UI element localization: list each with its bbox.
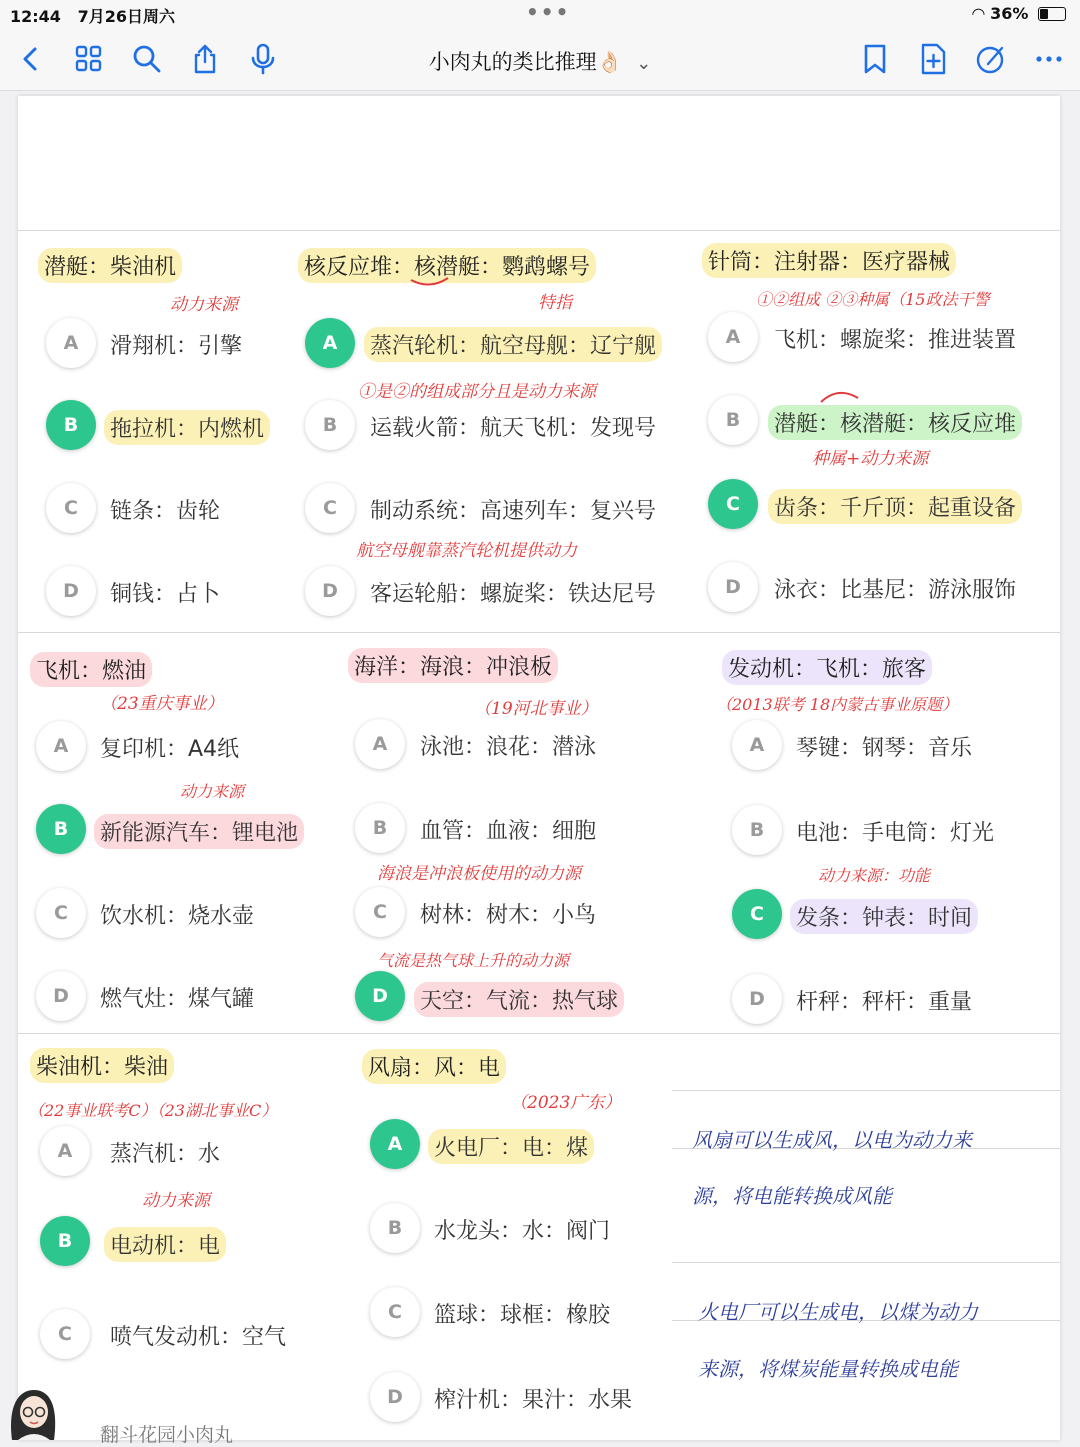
q2-option-c-badge[interactable]: C bbox=[305, 483, 355, 533]
q4-option-d-badge[interactable]: D bbox=[36, 971, 86, 1021]
q1-option-c-badge[interactable]: C bbox=[46, 483, 96, 533]
q7-option-c-badge[interactable]: C bbox=[40, 1309, 90, 1359]
q5-option-b-badge[interactable]: B bbox=[355, 803, 405, 853]
q1-option-a-badge[interactable]: A bbox=[46, 318, 96, 368]
q1-option-a[interactable]: 滑翔机：引擎 bbox=[110, 334, 243, 359]
q3-option-a[interactable]: 飞机：螺旋桨：推进装置 bbox=[774, 328, 1017, 353]
q4-stem: 飞机：燃油 bbox=[30, 652, 152, 687]
multitask-dots[interactable]: ••• bbox=[526, 0, 571, 24]
avatar-sticker bbox=[4, 1380, 62, 1440]
q3-option-d-badge[interactable]: D bbox=[708, 562, 758, 612]
divider bbox=[672, 1090, 1060, 1091]
q2-option-b-badge[interactable]: B bbox=[305, 400, 355, 450]
explain-line-4: 来源，将煤炭能量转换成电能 bbox=[698, 1357, 958, 1381]
q2-option-a-badge[interactable]: A bbox=[305, 318, 355, 368]
q7-stem: 柴油机：柴油 bbox=[30, 1048, 174, 1083]
q1-stem: 潜艇：柴油机 bbox=[38, 248, 182, 283]
q5-option-b[interactable]: 血管：血液：细胞 bbox=[420, 819, 597, 844]
explain-line-3: 火电厂可以生成电，以煤为动力 bbox=[698, 1300, 978, 1324]
q3-option-a-badge[interactable]: A bbox=[708, 312, 758, 362]
q4-option-d[interactable]: 燃气灶：煤气罐 bbox=[100, 987, 255, 1012]
q7-option-b[interactable]: 电动机：电 bbox=[104, 1227, 226, 1262]
q2-option-b[interactable]: 运载火箭：航天飞机：发现号 bbox=[370, 416, 657, 441]
q8-option-a-badge[interactable]: A bbox=[370, 1119, 420, 1169]
wifi-icon: ◠ bbox=[972, 4, 985, 23]
q5-note-3: 气流是热气球上升的动力源 bbox=[377, 951, 570, 970]
q4-option-b-badge[interactable]: B bbox=[36, 804, 86, 854]
q4-option-c-badge[interactable]: C bbox=[36, 888, 86, 938]
q2-note-2: ①是②的组成部分且是动力来源 bbox=[358, 382, 596, 402]
q4-note-1: （23重庆事业） bbox=[100, 694, 224, 714]
q2-note-1: 特指 bbox=[538, 293, 572, 313]
q1-option-b-badge[interactable]: B bbox=[46, 400, 96, 450]
q3-option-b-badge[interactable]: B bbox=[708, 395, 758, 445]
divider bbox=[18, 230, 1060, 231]
q3-option-c-badge[interactable]: C bbox=[708, 479, 758, 529]
q3-note-2: 种属+动力来源 bbox=[812, 449, 929, 469]
q4-option-a-badge[interactable]: A bbox=[36, 721, 86, 771]
q6-note-2: 动力来源：功能 bbox=[818, 866, 931, 885]
q8-option-d-badge[interactable]: D bbox=[370, 1372, 420, 1422]
q3-option-c[interactable]: 齿条：千斤顶：起重设备 bbox=[768, 489, 1022, 524]
q4-note-2: 动力来源 bbox=[180, 782, 245, 801]
q2-option-d-badge[interactable]: D bbox=[305, 566, 355, 616]
q6-option-c-badge[interactable]: C bbox=[732, 889, 782, 939]
q6-option-d-badge[interactable]: D bbox=[732, 974, 782, 1024]
q3-note-1: ①②组成 ②③种属（15政法干警 bbox=[756, 290, 990, 309]
q5-option-d-badge[interactable]: D bbox=[355, 971, 405, 1021]
q2-arrow-mark bbox=[408, 274, 452, 290]
q4-option-a[interactable]: 复印机：A4纸 bbox=[100, 737, 240, 762]
q8-option-c-badge[interactable]: C bbox=[370, 1287, 420, 1337]
q2-note-3: 航空母舰靠蒸汽轮机提供动力 bbox=[356, 541, 577, 561]
q8-option-a[interactable]: 火电厂：电：煤 bbox=[428, 1129, 594, 1164]
status-bar bbox=[0, 0, 1080, 28]
q2-option-a[interactable]: 蒸汽轮机：航空母舰：辽宁舰 bbox=[364, 327, 662, 362]
q3-stem: 针筒：注射器：医疗器械 bbox=[702, 243, 956, 278]
q6-note-1: （2013联考 18内蒙古事业原题） bbox=[716, 695, 959, 714]
q1-note: 动力来源 bbox=[170, 295, 238, 315]
watermark-text: 翻斗花园小肉丸 bbox=[100, 1424, 234, 1446]
chevron-down-icon[interactable]: ⌄ bbox=[636, 53, 652, 74]
annotate-icon[interactable] bbox=[974, 42, 1008, 76]
q8-option-d[interactable]: 榨汁机：果汁：水果 bbox=[434, 1388, 633, 1413]
document-title[interactable]: 小肉丸的类比推理👌🏻 ⌄ bbox=[428, 50, 652, 74]
q1-option-d[interactable]: 铜钱：占卜 bbox=[110, 582, 221, 607]
q5-option-d[interactable]: 天空：气流：热气球 bbox=[414, 982, 624, 1017]
q5-stem: 海洋：海浪：冲浪板 bbox=[348, 648, 558, 683]
q7-note-1: （22事业联考C）（23湖北事业C） bbox=[28, 1101, 278, 1120]
q6-option-b-badge[interactable]: B bbox=[732, 805, 782, 855]
q6-option-a[interactable]: 琴键：钢琴：音乐 bbox=[796, 736, 973, 761]
divider bbox=[18, 1033, 1060, 1034]
q2-option-c[interactable]: 制动系统：高速列车：复兴号 bbox=[370, 499, 657, 524]
q7-option-a-badge[interactable]: A bbox=[40, 1126, 90, 1176]
add-page-icon[interactable] bbox=[916, 42, 950, 76]
q8-option-b[interactable]: 水龙头：水：阀门 bbox=[434, 1219, 611, 1244]
q8-note-1: （2023广东） bbox=[510, 1093, 622, 1113]
divider bbox=[672, 1262, 1060, 1263]
q5-note-1: （19河北事业） bbox=[474, 699, 598, 719]
q3-option-b[interactable]: 潜艇：核潜艇：核反应堆 bbox=[768, 405, 1022, 440]
q1-option-d-badge[interactable]: D bbox=[46, 566, 96, 616]
toolbar bbox=[0, 28, 1080, 91]
q1-option-b[interactable]: 拖拉机：内燃机 bbox=[104, 410, 270, 445]
explain-line-1: 风扇可以生成风，以电为动力来 bbox=[692, 1128, 972, 1152]
q7-note-2: 动力来源 bbox=[142, 1191, 210, 1211]
bookmark-icon[interactable] bbox=[858, 42, 892, 76]
q3-option-d[interactable]: 泳衣：比基尼：游泳服饰 bbox=[774, 578, 1017, 603]
q6-option-a-badge[interactable]: A bbox=[732, 720, 782, 770]
q6-stem: 发动机：飞机：旅客 bbox=[722, 650, 932, 685]
q8-option-b-badge[interactable]: B bbox=[370, 1203, 420, 1253]
q6-option-b[interactable]: 电池：手电筒：灯光 bbox=[796, 821, 995, 846]
q4-option-b[interactable]: 新能源汽车：锂电池 bbox=[94, 814, 304, 849]
status-right bbox=[972, 4, 1066, 23]
q4-option-c[interactable]: 饮水机：烧水壶 bbox=[100, 904, 255, 929]
q5-note-2: 海浪是冲浪板使用的动力源 bbox=[377, 864, 581, 884]
q1-option-c[interactable]: 链条：齿轮 bbox=[110, 499, 221, 524]
q7-option-c[interactable]: 喷气发动机：空气 bbox=[110, 1325, 287, 1350]
explain-line-2: 源，将电能转换成风能 bbox=[692, 1184, 892, 1208]
q8-option-c[interactable]: 篮球：球框：橡胶 bbox=[434, 1303, 611, 1328]
q6-option-c[interactable]: 发条：钟表：时间 bbox=[790, 899, 978, 934]
q5-option-c[interactable]: 树林：树木：小鸟 bbox=[420, 903, 597, 928]
q2-stem: 核反应堆：核潜艇：鹦鹉螺号 bbox=[298, 248, 596, 283]
q5-option-c-badge[interactable]: C bbox=[355, 887, 405, 937]
q7-option-a[interactable]: 蒸汽机：水 bbox=[110, 1142, 221, 1167]
q6-option-d[interactable]: 杆秤：秤杆：重量 bbox=[796, 990, 973, 1015]
q2-option-d[interactable]: 客运轮船：螺旋桨：铁达尼号 bbox=[370, 582, 657, 607]
more-icon[interactable] bbox=[1032, 42, 1066, 76]
q3-arrow-mark bbox=[818, 388, 862, 406]
q7-option-b-badge[interactable]: B bbox=[40, 1216, 90, 1266]
status-time: 12:44 7月26日周六 bbox=[10, 7, 176, 26]
battery-percent: 36% bbox=[990, 4, 1029, 23]
q5-option-a-badge[interactable]: A bbox=[355, 719, 405, 769]
q8-stem: 风扇：风：电 bbox=[362, 1049, 506, 1084]
battery-icon bbox=[1038, 7, 1066, 21]
q5-option-a[interactable]: 泳池：浪花：潜泳 bbox=[420, 735, 597, 760]
divider bbox=[18, 632, 1060, 633]
